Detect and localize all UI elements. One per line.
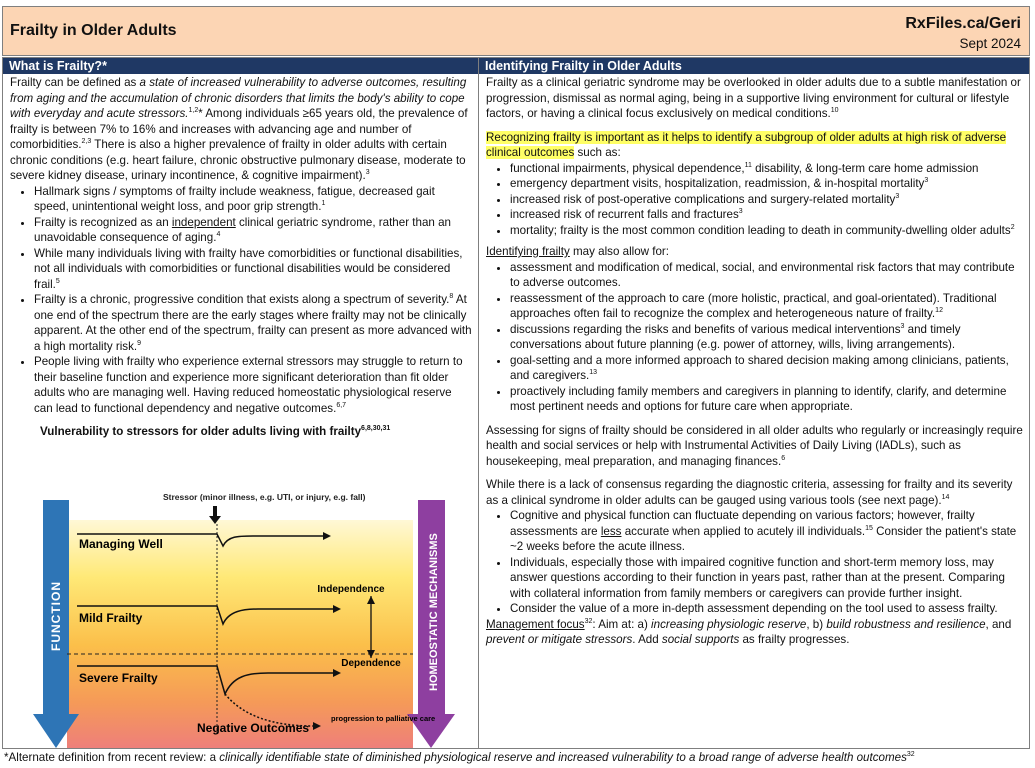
list-item: • While many individuals living with frailty have comorbidities or functional disabilities, not all individuals with comorbidities or functional disabilities would be considered frail.$^5$ <box>34 246 472 293</box>
list-item: • functional impairments, physical dependence,$^{11}$ disability, & long-term care home admission <box>510 161 1023 177</box>
identifying-benefits-list <box>486 260 1023 415</box>
list-item: • Hallmark signs / symptoms of frailty include weakness, fatigue, decreased gait speed, unintentional weight loss, and poor grip strength.$^1$ <box>34 184 472 215</box>
identifying-frailty-paragraph: Identifying frailty may also allow for: <box>486 245 670 258</box>
independence-label: Independence <box>317 584 385 595</box>
intro-paragraph: Frailty can be defined as a state of increased vulnerability to adverse outcomes, resulting from aging and the accumulation of chronic disorders that limits the body's ability to cope with everyday and acute stressors.$^{1,2}$* Among individuals ≥65 years old, the prevalence of frailty is between 7% to 16% and increases with advancing age and number of comorbidities.$^{2,3}$ There is also a higher prevalence of frailty in older adults with certain chronic conditions (e.g. heart failure, chronic obstructive pulmonary disease, moderate to severe kidney disease, urinary incontinence, & cognitive impairment).$^3$ <box>10 76 468 182</box>
section-heading-what-is-frailty: What is Frailty?* <box>3 58 478 74</box>
list-item: • Consider the value of a more in-depth assessment depending on the tool used to assess frailty. <box>510 601 1023 617</box>
right-column <box>478 57 1030 749</box>
figure-title: Vulnerability to stressors for older adults living with frailty$^{6,8,30,31}$ <box>40 425 391 438</box>
homeostatic-label: HOMEOSTATIC MECHANISMS <box>428 533 440 691</box>
mild-frailty-label: Mild Frailty <box>79 611 143 625</box>
frailty-vulnerability-figure <box>33 476 463 749</box>
section-heading-identifying-frailty: Identifying Frailty in Older Adults <box>479 58 1029 74</box>
assessment-tips-list <box>486 508 1023 617</box>
management-focus-paragraph: Management focus$^{32}$: Aim at: a) increasing physiologic reserve, b) build robustness and resilience, and prevent or mitigate stressors. Add social supports as frailty progresses. <box>486 617 1012 646</box>
list-item: • Individuals, especially those with impaired cognitive function and short-term memory loss, may answer questions according to their function in years past, rather than at the present. Comparing with collateral information from family members or caregivers can provide further insight. <box>510 555 1023 602</box>
frailty-facts-list <box>10 184 472 417</box>
list-item: • emergency department visits, hospitalization, readmission, & in-hospital mortality$^3$ <box>510 176 1023 192</box>
list-item: • goal-setting and a more informed approach to shared decision making among clinicians, patients, and caregivers.$^{13}$ <box>510 353 1023 384</box>
list-item: • reassessment of the approach to care (more holistic, practical, and goal-orientated). Traditional approaches often fail to recognize the complex and heterogeneous nature of frailty.$^{12}$ <box>510 291 1023 322</box>
function-label: FUNCTION <box>49 581 63 651</box>
severe-frailty-label: Severe Frailty <box>79 671 158 685</box>
list-item: • Frailty is recognized as an independent clinical geriatric syndrome, rather than an unavoidable consequence of aging.$^4$ <box>34 215 472 246</box>
negative-outcomes-label: Negative Outcomes <box>197 721 310 735</box>
list-item: • increased risk of post-operative complications and surgery-related mortality$^3$ <box>510 192 1023 208</box>
adverse-outcomes-list <box>486 161 1023 239</box>
site-link[interactable]: RxFiles.ca/Geri <box>905 15 1021 32</box>
highlight-paragraph: Recognizing frailty is important as it helps to identify a subgroup of older adults at high risk of adverse clinical outcomes such as: <box>486 130 1007 159</box>
header-banner <box>2 6 1030 56</box>
diagnostic-criteria-paragraph: While there is a lack of consensus regarding the diagnostic criteria, assessing for frailty and its severity as a clinical syndrome in older adults can be gauged using various tools (see next page).$^{14}$ <box>486 478 1013 507</box>
list-item: • increased risk of recurrent falls and fractures$^3$ <box>510 207 1023 223</box>
list-item: • mortality; frailty is the most common condition leading to death in community-dwelling older adults$^2$ <box>510 223 1023 239</box>
list-item: • discussions regarding the risks and benefits of various medical interventions$^3$ and timely conversations about future planning (e.g. power of attorney, wills, living arrangements). <box>510 322 1023 353</box>
managing-well-label: Managing Well <box>79 537 163 551</box>
left-column <box>2 57 479 749</box>
list-item: • assessment and modification of medical, social, and environmental risk factors that may contribute to adverse outcomes. <box>510 260 1023 291</box>
list-item: • Cognitive and physical function can fluctuate depending on various factors; however, frailty assessments are less accurate when applied to acutely ill individuals.$^{15}$ Consider the patient's state ~2 weeks before the acute illness. <box>510 508 1023 555</box>
footnote: *Alternate definition from recent review: a clinically identifiable state of diminished physiological reserve and increased vulnerability to a broad range of adverse health outcomes$^{32}$ <box>4 751 915 764</box>
publication-date: Sept 2024 <box>959 36 1021 51</box>
progression-label: progression to palliative care <box>331 714 436 723</box>
list-item: • People living with frailty who experience external stressors may struggle to return to their baseline function and experience more significant deterioration than fit older adults who are managing well. Having reduced homeostatic physiological reserve can lead to functional dependency and negative outcomes.$^{6,7}$ <box>34 354 472 416</box>
list-item: • Frailty is a chronic, progressive condition that exists along a spectrum of severity.$^8$ At one end of the spectrum there are the early stages where frailty may not be clinically apparent. At the other end of the spectrum, frailty can present as more advanced with a high mortality risk.$^9$ <box>34 292 472 354</box>
overlooked-paragraph: Frailty as a clinical geriatric syndrome may be overlooked in older adults due to a subtle manifestation or progression, dismissal as normal aging, being in a supportive living environment for cultural or lifestyle factors, or having a clinical focus exclusively on medical conditions.$^{10}$ <box>486 76 1021 120</box>
stressor-label: Stressor (minor illness, e.g. UTI, or injury, e.g. fall) <box>163 492 366 502</box>
dependence-label: Dependence <box>341 658 401 669</box>
page-title: Frailty in Older Adults <box>10 22 177 39</box>
assessing-paragraph: Assessing for signs of frailty should be considered in all older adults who regularly or increasingly require health and social services or help with Instrumental Activities of Daily Living (IADLs), such as housekeeping, meal preparation, and managing finances.$^6$ <box>486 423 1023 468</box>
list-item: • proactively including family members and caregivers in planning to identify, clarify, and determine most pertinent needs and options for future care when appropriate. <box>510 384 1023 415</box>
